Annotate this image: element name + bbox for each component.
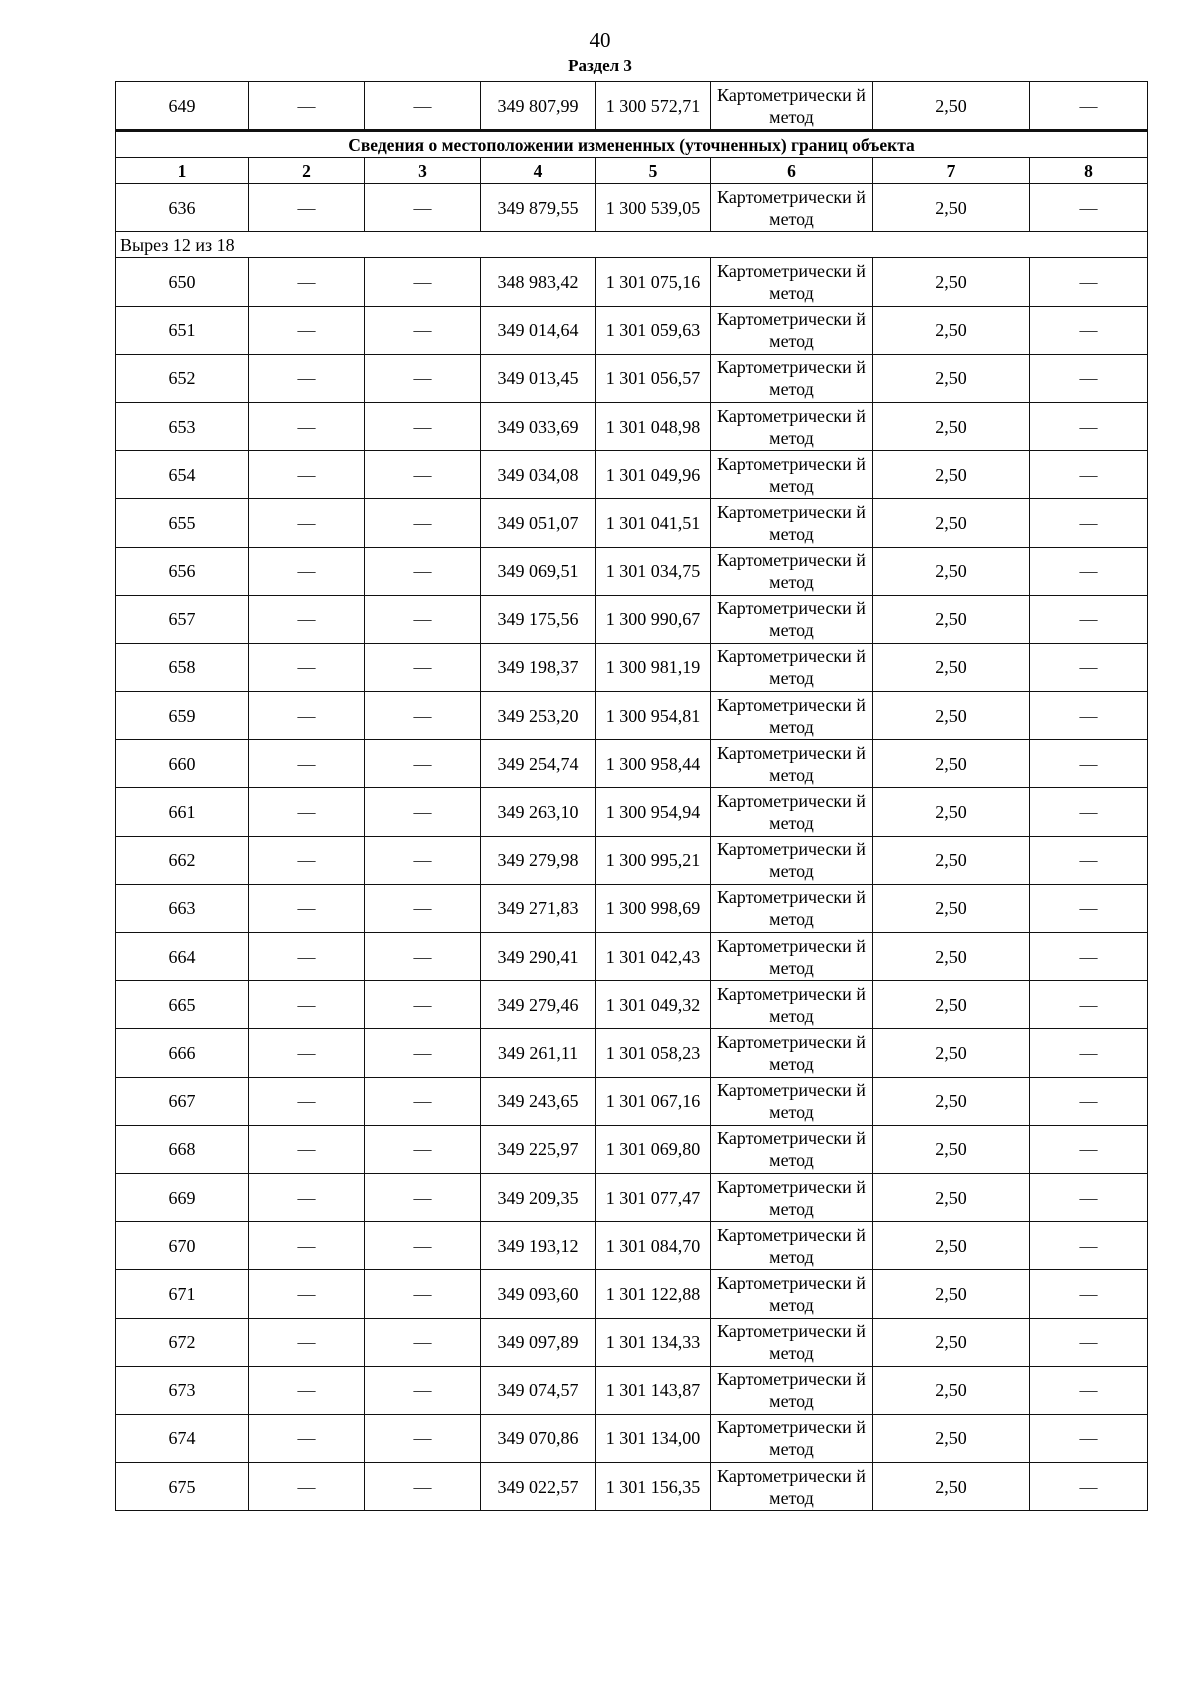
column-3-value: — — [365, 981, 481, 1029]
x-coordinate: 349 193,12 — [481, 1222, 596, 1270]
accuracy: 2,50 — [873, 933, 1030, 981]
point-number: 661 — [116, 788, 249, 836]
y-coordinate: 1 301 058,23 — [596, 1029, 711, 1077]
column-2-value: — — [249, 788, 365, 836]
column-8-value: — — [1030, 643, 1148, 691]
x-coordinate: 349 271,83 — [481, 884, 596, 932]
column-3-value: — — [365, 354, 481, 402]
x-coordinate: 349 074,57 — [481, 1366, 596, 1414]
method: Картометрически й метод — [711, 451, 873, 499]
accuracy: 2,50 — [873, 306, 1030, 354]
x-coordinate: 349 279,46 — [481, 981, 596, 1029]
y-coordinate: 1 301 134,33 — [596, 1318, 711, 1366]
column-3-value: — — [365, 82, 481, 131]
accuracy: 2,50 — [873, 82, 1030, 131]
point-number: 658 — [116, 643, 249, 691]
column-2-value: — — [249, 643, 365, 691]
column-3-value: — — [365, 547, 481, 595]
column-3-value: — — [365, 1173, 481, 1221]
method: Картометрически й метод — [711, 981, 873, 1029]
column-numbers-row — [116, 158, 1148, 184]
accuracy: 2,50 — [873, 547, 1030, 595]
column-2-value: — — [249, 884, 365, 932]
x-coordinate: 349 253,20 — [481, 692, 596, 740]
point-number: 653 — [116, 402, 249, 450]
accuracy: 2,50 — [873, 788, 1030, 836]
method: Картометрически й метод — [711, 1029, 873, 1077]
column-2-value: — — [249, 1463, 365, 1511]
y-coordinate: 1 300 981,19 — [596, 643, 711, 691]
y-coordinate: 1 301 067,16 — [596, 1077, 711, 1125]
y-coordinate: 1 301 069,80 — [596, 1125, 711, 1173]
column-8-value: — — [1030, 692, 1148, 740]
column-number: 2 — [249, 158, 365, 184]
method: Картометрически й метод — [711, 499, 873, 547]
y-coordinate: 1 300 990,67 — [596, 595, 711, 643]
column-8-value: — — [1030, 1029, 1148, 1077]
table-row — [116, 1414, 1148, 1462]
table-row — [116, 82, 1148, 131]
column-8-value: — — [1030, 1414, 1148, 1462]
accuracy: 2,50 — [873, 692, 1030, 740]
column-8-value: — — [1030, 306, 1148, 354]
column-2-value: — — [249, 1029, 365, 1077]
accuracy: 2,50 — [873, 740, 1030, 788]
table-row — [116, 884, 1148, 932]
column-number: 8 — [1030, 158, 1148, 184]
column-2-value: — — [249, 451, 365, 499]
x-coordinate: 349 254,74 — [481, 740, 596, 788]
accuracy: 2,50 — [873, 258, 1030, 306]
y-coordinate: 1 300 995,21 — [596, 836, 711, 884]
column-3-value: — — [365, 788, 481, 836]
column-3-value: — — [365, 884, 481, 932]
column-2-value: — — [249, 354, 365, 402]
method: Картометрически й метод — [711, 1125, 873, 1173]
table-row — [116, 1029, 1148, 1077]
column-8-value: — — [1030, 1463, 1148, 1511]
accuracy: 2,50 — [873, 643, 1030, 691]
column-8-value: — — [1030, 402, 1148, 450]
column-3-value: — — [365, 692, 481, 740]
column-3-value: — — [365, 1077, 481, 1125]
method: Картометрически й метод — [711, 1463, 873, 1511]
accuracy: 2,50 — [873, 1318, 1030, 1366]
column-8-value: — — [1030, 258, 1148, 306]
table-heading-row — [116, 131, 1148, 158]
method: Картометрически й метод — [711, 836, 873, 884]
column-8-value: — — [1030, 788, 1148, 836]
table-row — [116, 306, 1148, 354]
column-2-value: — — [249, 595, 365, 643]
y-coordinate: 1 301 042,43 — [596, 933, 711, 981]
page-number: 40 — [589, 28, 611, 52]
accuracy: 2,50 — [873, 884, 1030, 932]
y-coordinate: 1 301 143,87 — [596, 1366, 711, 1414]
column-8-value: — — [1030, 933, 1148, 981]
point-number: 651 — [116, 306, 249, 354]
y-coordinate: 1 300 998,69 — [596, 884, 711, 932]
accuracy: 2,50 — [873, 1270, 1030, 1318]
point-number: 665 — [116, 981, 249, 1029]
y-coordinate: 1 300 954,94 — [596, 788, 711, 836]
accuracy: 2,50 — [873, 354, 1030, 402]
column-3-value: — — [365, 499, 481, 547]
method: Картометрически й метод — [711, 595, 873, 643]
point-number: 650 — [116, 258, 249, 306]
accuracy: 2,50 — [873, 595, 1030, 643]
column-2-value: — — [249, 1222, 365, 1270]
column-number: 7 — [873, 158, 1030, 184]
column-2-value: — — [249, 1366, 365, 1414]
cut-label-row — [116, 232, 1148, 258]
accuracy: 2,50 — [873, 499, 1030, 547]
method: Картометрически й метод — [711, 740, 873, 788]
point-number: 671 — [116, 1270, 249, 1318]
column-8-value: — — [1030, 836, 1148, 884]
column-8-value: — — [1030, 884, 1148, 932]
column-2-value: — — [249, 981, 365, 1029]
x-coordinate: 349 225,97 — [481, 1125, 596, 1173]
x-coordinate: 349 013,45 — [481, 354, 596, 402]
column-3-value: — — [365, 1366, 481, 1414]
table-row — [116, 643, 1148, 691]
column-3-value: — — [365, 1414, 481, 1462]
accuracy: 2,50 — [873, 1222, 1030, 1270]
coordinates-table — [115, 81, 1148, 1511]
table-row — [116, 184, 1148, 232]
column-3-value: — — [365, 1222, 481, 1270]
column-8-value: — — [1030, 740, 1148, 788]
column-2-value: — — [249, 836, 365, 884]
y-coordinate: 1 301 049,32 — [596, 981, 711, 1029]
column-8-value: — — [1030, 547, 1148, 595]
accuracy: 2,50 — [873, 1463, 1030, 1511]
x-coordinate: 349 261,11 — [481, 1029, 596, 1077]
point-number: 669 — [116, 1173, 249, 1221]
y-coordinate: 1 301 122,88 — [596, 1270, 711, 1318]
x-coordinate: 349 290,41 — [481, 933, 596, 981]
y-coordinate: 1 301 034,75 — [596, 547, 711, 595]
y-coordinate: 1 301 059,63 — [596, 306, 711, 354]
column-3-value: — — [365, 184, 481, 232]
method: Картометрически й метод — [711, 1414, 873, 1462]
column-2-value: — — [249, 1173, 365, 1221]
column-3-value: — — [365, 306, 481, 354]
column-2-value: — — [249, 258, 365, 306]
accuracy: 2,50 — [873, 1125, 1030, 1173]
table-row — [116, 595, 1148, 643]
point-number: 662 — [116, 836, 249, 884]
column-2-value: — — [249, 306, 365, 354]
column-3-value: — — [365, 1125, 481, 1173]
x-coordinate: 349 022,57 — [481, 1463, 596, 1511]
y-coordinate: 1 301 048,98 — [596, 402, 711, 450]
x-coordinate: 349 093,60 — [481, 1270, 596, 1318]
table-row — [116, 692, 1148, 740]
column-3-value: — — [365, 933, 481, 981]
column-8-value: — — [1030, 499, 1148, 547]
column-8-value: — — [1030, 1366, 1148, 1414]
column-2-value: — — [249, 184, 365, 232]
method: Картометрически й метод — [711, 82, 873, 131]
point-number: 674 — [116, 1414, 249, 1462]
column-3-value: — — [365, 402, 481, 450]
method: Картометрически й метод — [711, 354, 873, 402]
table-row — [116, 933, 1148, 981]
method: Картометрически й метод — [711, 1318, 873, 1366]
table-row — [116, 788, 1148, 836]
y-coordinate: 1 301 049,96 — [596, 451, 711, 499]
x-coordinate: 348 983,42 — [481, 258, 596, 306]
point-number: 659 — [116, 692, 249, 740]
column-2-value: — — [249, 933, 365, 981]
column-8-value: — — [1030, 451, 1148, 499]
column-2-value: — — [249, 1318, 365, 1366]
accuracy: 2,50 — [873, 1029, 1030, 1077]
column-3-value: — — [365, 836, 481, 884]
column-2-value: — — [249, 1077, 365, 1125]
y-coordinate: 1 301 077,47 — [596, 1173, 711, 1221]
method: Картометрически й метод — [711, 643, 873, 691]
table-row — [116, 258, 1148, 306]
accuracy: 2,50 — [873, 981, 1030, 1029]
point-number: 652 — [116, 354, 249, 402]
table-row — [116, 354, 1148, 402]
table-row — [116, 981, 1148, 1029]
column-2-value: — — [249, 1270, 365, 1318]
accuracy: 2,50 — [873, 451, 1030, 499]
column-8-value: — — [1030, 1125, 1148, 1173]
x-coordinate: 349 209,35 — [481, 1173, 596, 1221]
point-number: 672 — [116, 1318, 249, 1366]
accuracy: 2,50 — [873, 1077, 1030, 1125]
accuracy: 2,50 — [873, 402, 1030, 450]
column-2-value: — — [249, 82, 365, 131]
table-row — [116, 1222, 1148, 1270]
column-8-value: — — [1030, 354, 1148, 402]
column-8-value: — — [1030, 82, 1148, 131]
y-coordinate: 1 301 056,57 — [596, 354, 711, 402]
method: Картометрически й метод — [711, 1270, 873, 1318]
method: Картометрически й метод — [711, 547, 873, 595]
column-2-value: — — [249, 499, 365, 547]
x-coordinate: 349 198,37 — [481, 643, 596, 691]
table-heading: Сведения о местоположении измененных (уточненных) границ объекта — [116, 131, 1148, 158]
column-3-value: — — [365, 1029, 481, 1077]
point-number: 636 — [116, 184, 249, 232]
table-row — [116, 1077, 1148, 1125]
column-3-value: — — [365, 643, 481, 691]
column-8-value: — — [1030, 1222, 1148, 1270]
x-coordinate: 349 033,69 — [481, 402, 596, 450]
accuracy: 2,50 — [873, 836, 1030, 884]
column-number: 1 — [116, 158, 249, 184]
table-row — [116, 451, 1148, 499]
table-row — [116, 499, 1148, 547]
table-row — [116, 1270, 1148, 1318]
point-number: 666 — [116, 1029, 249, 1077]
column-3-value: — — [365, 1270, 481, 1318]
column-number: 5 — [596, 158, 711, 184]
table-row — [116, 1125, 1148, 1173]
point-number: 655 — [116, 499, 249, 547]
x-coordinate: 349 263,10 — [481, 788, 596, 836]
column-2-value: — — [249, 692, 365, 740]
accuracy: 2,50 — [873, 1366, 1030, 1414]
column-8-value: — — [1030, 1270, 1148, 1318]
column-8-value: — — [1030, 184, 1148, 232]
point-number: 656 — [116, 547, 249, 595]
point-number: 649 — [116, 82, 249, 131]
accuracy: 2,50 — [873, 1414, 1030, 1462]
column-8-value: — — [1030, 1173, 1148, 1221]
column-number: 3 — [365, 158, 481, 184]
table-row — [116, 1173, 1148, 1221]
column-8-value: — — [1030, 595, 1148, 643]
method: Картометрически й метод — [711, 788, 873, 836]
method: Картометрически й метод — [711, 884, 873, 932]
x-coordinate: 349 879,55 — [481, 184, 596, 232]
column-2-value: — — [249, 740, 365, 788]
x-coordinate: 349 051,07 — [481, 499, 596, 547]
point-number: 667 — [116, 1077, 249, 1125]
point-number: 660 — [116, 740, 249, 788]
y-coordinate: 1 301 084,70 — [596, 1222, 711, 1270]
method: Картометрически й метод — [711, 933, 873, 981]
y-coordinate: 1 301 134,00 — [596, 1414, 711, 1462]
y-coordinate: 1 300 539,05 — [596, 184, 711, 232]
column-3-value: — — [365, 258, 481, 306]
method: Картометрически й метод — [711, 258, 873, 306]
accuracy: 2,50 — [873, 1173, 1030, 1221]
point-number: 664 — [116, 933, 249, 981]
x-coordinate: 349 243,65 — [481, 1077, 596, 1125]
column-3-value: — — [365, 1318, 481, 1366]
column-3-value: — — [365, 1463, 481, 1511]
column-2-value: — — [249, 1414, 365, 1462]
x-coordinate: 349 279,98 — [481, 836, 596, 884]
x-coordinate: 349 807,99 — [481, 82, 596, 131]
table-row — [116, 1366, 1148, 1414]
y-coordinate: 1 300 572,71 — [596, 82, 711, 131]
x-coordinate: 349 014,64 — [481, 306, 596, 354]
table-row — [116, 402, 1148, 450]
method: Картометрически й метод — [711, 1222, 873, 1270]
accuracy: 2,50 — [873, 184, 1030, 232]
column-2-value: — — [249, 1125, 365, 1173]
column-3-value: — — [365, 740, 481, 788]
x-coordinate: 349 097,89 — [481, 1318, 596, 1366]
column-number: 6 — [711, 158, 873, 184]
y-coordinate: 1 301 075,16 — [596, 258, 711, 306]
point-number: 657 — [116, 595, 249, 643]
x-coordinate: 349 069,51 — [481, 547, 596, 595]
method: Картометрически й метод — [711, 1077, 873, 1125]
table-row — [116, 1463, 1148, 1511]
column-8-value: — — [1030, 1077, 1148, 1125]
point-number: 673 — [116, 1366, 249, 1414]
table-body — [116, 82, 1148, 1511]
point-number: 654 — [116, 451, 249, 499]
method: Картометрически й метод — [711, 402, 873, 450]
y-coordinate: 1 300 958,44 — [596, 740, 711, 788]
column-number: 4 — [481, 158, 596, 184]
method: Картометрически й метод — [711, 184, 873, 232]
method: Картометрически й метод — [711, 1173, 873, 1221]
table-row — [116, 1318, 1148, 1366]
point-number: 668 — [116, 1125, 249, 1173]
method: Картометрически й метод — [711, 1366, 873, 1414]
y-coordinate: 1 301 041,51 — [596, 499, 711, 547]
point-number: 670 — [116, 1222, 249, 1270]
y-coordinate: 1 301 156,35 — [596, 1463, 711, 1511]
point-number: 663 — [116, 884, 249, 932]
method: Картометрически й метод — [711, 306, 873, 354]
x-coordinate: 349 175,56 — [481, 595, 596, 643]
section-title: Раздел 3 — [568, 56, 632, 75]
x-coordinate: 349 070,86 — [481, 1414, 596, 1462]
table-row — [116, 740, 1148, 788]
column-3-value: — — [365, 451, 481, 499]
point-number: 675 — [116, 1463, 249, 1511]
y-coordinate: 1 300 954,81 — [596, 692, 711, 740]
x-coordinate: 349 034,08 — [481, 451, 596, 499]
cut-label: Вырез 12 из 18 — [116, 232, 1148, 258]
method: Картометрически й метод — [711, 692, 873, 740]
column-2-value: — — [249, 547, 365, 595]
column-3-value: — — [365, 595, 481, 643]
column-8-value: — — [1030, 1318, 1148, 1366]
column-2-value: — — [249, 402, 365, 450]
table-row — [116, 547, 1148, 595]
column-8-value: — — [1030, 981, 1148, 1029]
table-row — [116, 836, 1148, 884]
